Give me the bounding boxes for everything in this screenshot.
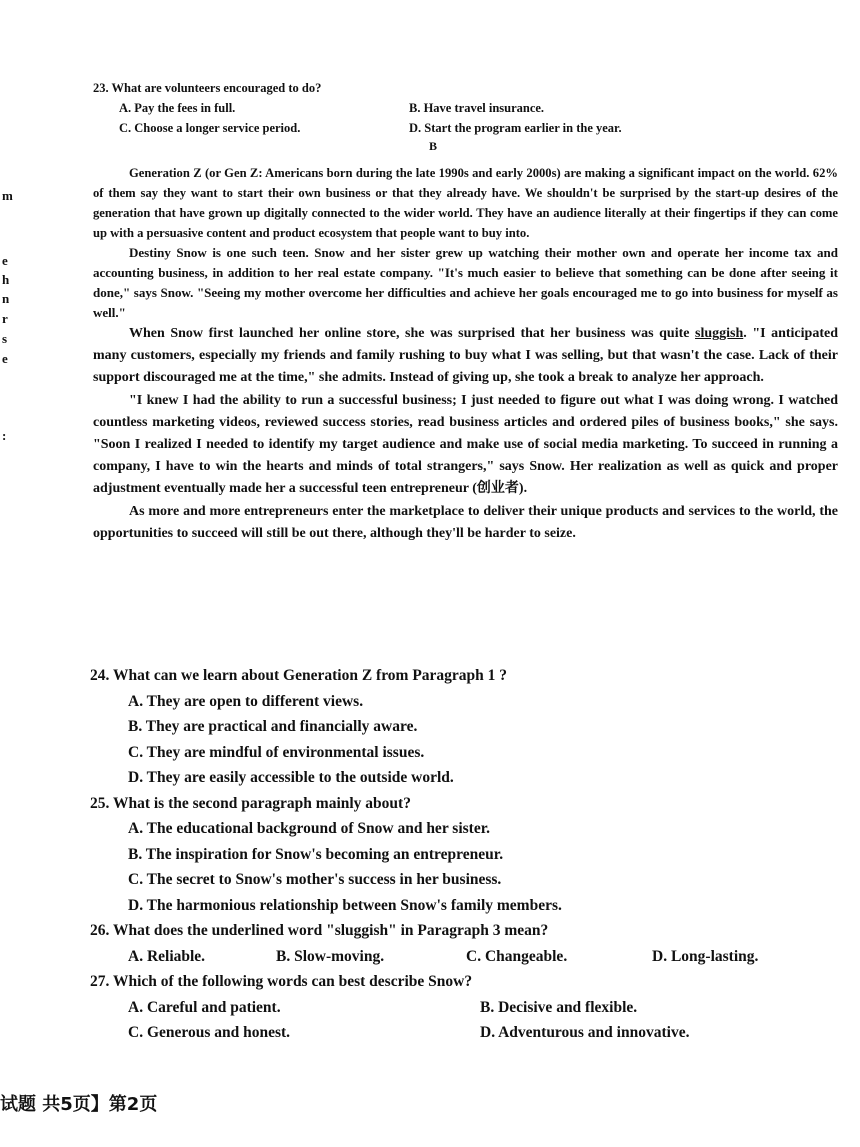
option-d: D. Long-lasting. xyxy=(652,947,759,965)
margin-letter: n xyxy=(2,291,10,306)
option-d: D. They are easily accessible to the outside world. xyxy=(128,769,454,786)
margin-letter: h xyxy=(2,272,10,287)
question-options xyxy=(93,99,833,137)
question-stem: 27. Which of the following words can best describe Snow? xyxy=(90,973,473,990)
question-23 xyxy=(93,79,833,155)
question-stem: 26. What does the underlined word "sluggish" in Paragraph 3 mean? xyxy=(90,922,549,939)
option-c: C. The secret to Snow's mother's success in her business. xyxy=(128,871,502,888)
cropped-margin-text xyxy=(0,0,14,1147)
option-b: B. Have travel insurance. xyxy=(409,101,545,115)
option-a: A. They are open to different views. xyxy=(128,692,364,710)
passage-paragraph-1: Generation Z (or Gen Z: Americans born during the late 1990s and early 2000s) are making a significant impact on the world. 62% of them say they want to start their own business or that they already have. We shouldn't be surprised by the start-up desires of the generation that have grown up digitally connected to the wider world. They have an audience literally at their fingertips if they can come up with a persuasive content and product ecosystem that people want to buy into. xyxy=(93,166,838,240)
passage-paragraph-5: As more and more entrepreneurs enter the marketplace to deliver their unique products and services to the world, the opportunities to succeed will still be out there, although they'll be harder to seize. xyxy=(93,503,838,541)
passage-paragraph-2: Destiny Snow is one such teen. Snow and her sister grew up watching their mother own and operate her income tax and accounting business, in addition to her real estate company. "It's much easier to believe that something can be done after seeing it done," says Snow. "Seeing my mother overcome her difficulties and achieve her goals encouraged me to go into business for myself as well." xyxy=(93,245,838,320)
option-d: D. The harmonious relationship between Snow's family members. xyxy=(128,896,562,914)
option-a: A. Reliable. xyxy=(128,947,206,965)
option-a: A. Pay the fees in full. xyxy=(119,101,236,115)
margin-letter: m xyxy=(2,188,13,203)
option-c: C. Changeable. xyxy=(466,947,568,965)
underlined-word: sluggish xyxy=(695,326,744,341)
question-stem: 25. What is the second paragraph mainly about? xyxy=(90,794,411,812)
option-b: B. Decisive and flexible. xyxy=(480,998,638,1016)
page-footer: 试题 共5页】第2页 xyxy=(0,1094,158,1115)
question-27 xyxy=(90,969,810,1046)
option-c: C. Generous and honest. xyxy=(128,1024,291,1041)
margin-letter: e xyxy=(2,351,8,366)
reading-passage xyxy=(93,163,838,545)
option-a: A. Careful and patient. xyxy=(128,998,281,1016)
passage-paragraph-3 xyxy=(93,323,838,390)
passage-paragraph-4: "I knew I had the ability to run a successful business; I just needed to figure out what I was doing wrong. I watched countless marketing videos, reviewed success stories, read business articles and ordered piles of business books," she says. "Soon I realized I needed to identify my target audience and make use of social media marketing. To succeed in running a company, I have to win the hearts and minds of total strangers," says Snow. Her realization as well as quick and proper adjustment eventually made her a successful teen entrepreneur (创业者). xyxy=(93,392,838,497)
margin-letter: r xyxy=(2,311,8,326)
option-c: C. They are mindful of environmental issues. xyxy=(128,743,425,761)
option-b: B. The inspiration for Snow's becoming an entrepreneur. xyxy=(128,845,504,863)
question-26 xyxy=(90,918,810,969)
option-b: B. They are practical and financially aware. xyxy=(128,718,418,735)
question-24 xyxy=(90,663,810,791)
margin-letter: e xyxy=(2,253,8,268)
option-a: A. The educational background of Snow and her sister. xyxy=(128,820,491,837)
option-d: D. Adventurous and innovative. xyxy=(480,1024,690,1041)
question-options xyxy=(128,944,810,970)
option-c: C. Choose a longer service period. xyxy=(119,121,301,135)
paragraph-text: . "I anticipated many customers, especially my friends and family rushing to buy what I was selling, but that wasn't the case. Lack of their support discouraged me at the time," she admits. Instead of giving up, she took a break to analyze her approach. xyxy=(93,326,838,386)
question-stem: 24. What can we learn about Generation Z from Paragraph 1 ? xyxy=(90,667,508,684)
option-d: D. Start the program earlier in the year. xyxy=(409,121,622,135)
margin-letter: : xyxy=(2,428,7,443)
question-list xyxy=(90,663,810,1046)
section-label: B xyxy=(428,139,437,153)
option-b: B. Slow-moving. xyxy=(276,947,385,965)
paragraph-text: When Snow first launched her online store, she was surprised that her business was quite xyxy=(129,326,696,341)
margin-letter: s xyxy=(2,331,8,346)
question-stem: 23. What are volunteers encouraged to do? xyxy=(93,81,322,95)
question-options xyxy=(128,995,810,1046)
question-25 xyxy=(90,791,810,919)
